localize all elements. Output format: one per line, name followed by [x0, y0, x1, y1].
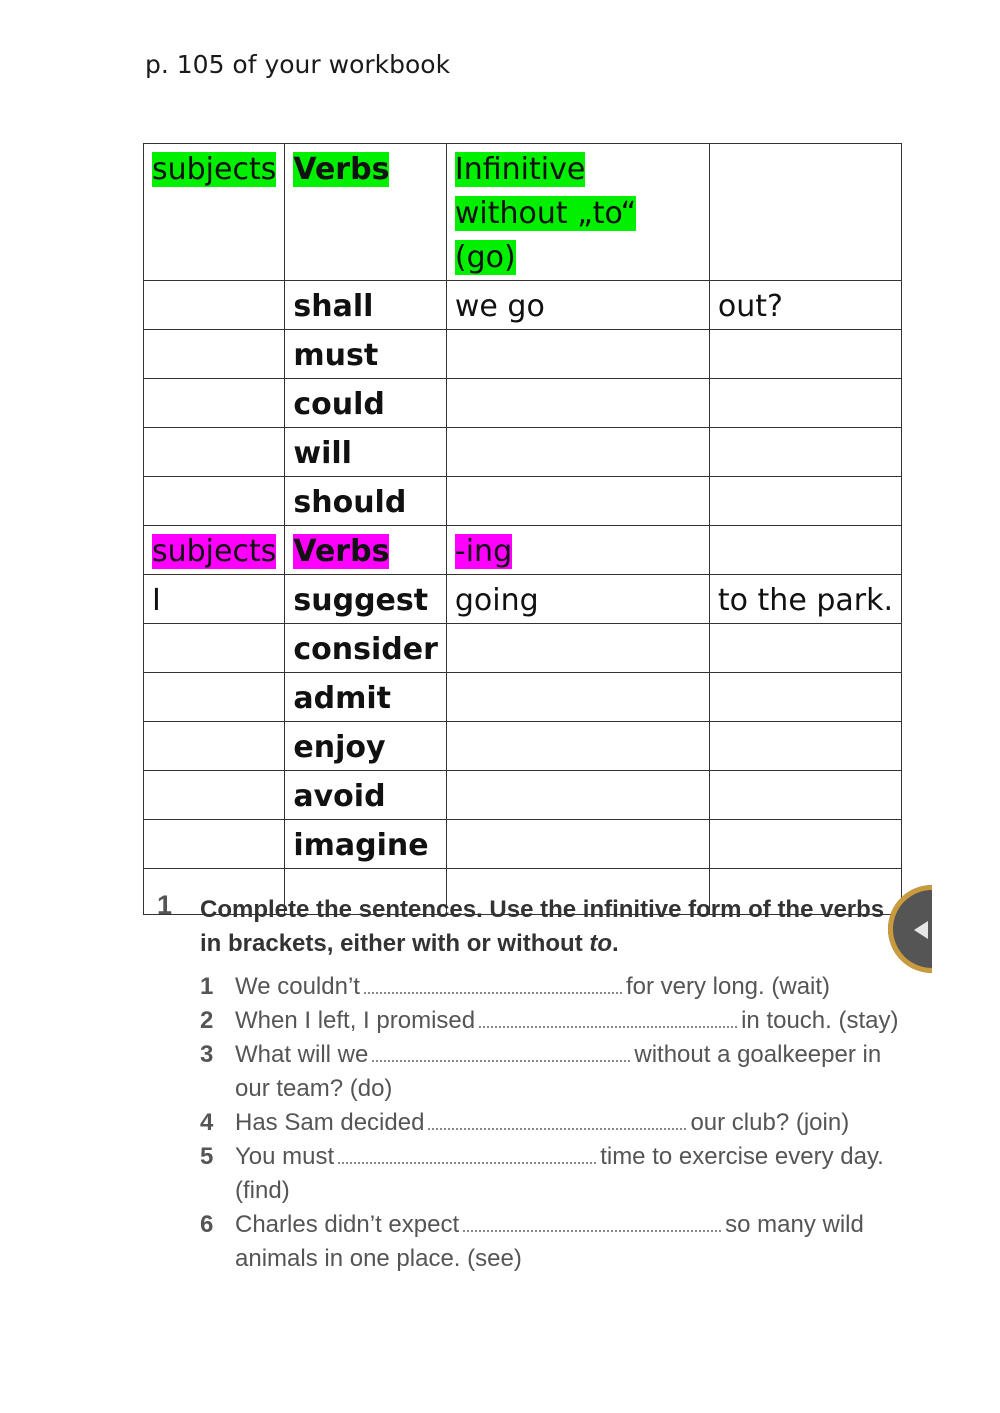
item-text-before: We couldn’t [235, 973, 360, 1000]
verb-cell: avoid [285, 771, 447, 820]
verb-cell: must [285, 330, 447, 379]
subject-cell [144, 379, 285, 428]
item-text-after: our club? (join) [690, 1109, 850, 1136]
subject-cell: I [144, 575, 285, 624]
table-row [144, 673, 902, 722]
item-text-before: You must [235, 1143, 335, 1170]
form-cell [446, 428, 709, 477]
rest-cell [709, 428, 901, 477]
table-row [144, 722, 902, 771]
form-cell: we go [446, 281, 709, 330]
verb-cell: enjoy [285, 722, 447, 771]
item-text-after: so many wild animals in one place. (see) [235, 1211, 864, 1272]
item-text-before: Has Sam decided [235, 1109, 425, 1136]
answer-blank[interactable] [463, 1230, 721, 1232]
form-cell [446, 771, 709, 820]
item-text-before: Charles didn’t expect [235, 1211, 460, 1238]
rest-cell [709, 673, 901, 722]
answer-blank[interactable] [364, 992, 622, 994]
form-cell [446, 624, 709, 673]
form-cell [446, 477, 709, 526]
verb-cell: could [285, 379, 447, 428]
subjects-header: subjects [152, 152, 277, 187]
subject-cell [144, 477, 285, 526]
subject-cell [144, 624, 285, 673]
verb-cell: will [285, 428, 447, 477]
answer-blank[interactable] [338, 1162, 596, 1164]
subjects-header: subjects [152, 534, 277, 569]
table-header-ing [144, 526, 902, 575]
item-text-before: When I left, I promised [235, 1007, 476, 1034]
exercise-items [200, 970, 900, 1276]
exercise-item [200, 970, 900, 1004]
exercise-instruction: Complete the sentences. Use the infinitive form of the verbs in brackets, either with or without to. [200, 896, 885, 957]
item-number: 3 [200, 1041, 214, 1068]
rest-cell [709, 624, 901, 673]
table-row [144, 820, 902, 869]
header-cell [709, 526, 901, 575]
subject-cell [144, 820, 285, 869]
verb-cell: consider [285, 624, 447, 673]
item-text-after: time to exercise every day. (find) [235, 1143, 884, 1204]
item-number: 1 [200, 973, 214, 1000]
play-arrow-icon [914, 921, 928, 939]
verb-cell: shall [285, 281, 447, 330]
table-row [144, 624, 902, 673]
subject-cell [144, 330, 285, 379]
header-cell [285, 144, 447, 281]
form-cell [446, 330, 709, 379]
exercise-item [200, 1038, 900, 1106]
infinitive-header: Infinitive without „to“ (go) [454, 152, 637, 275]
item-text-before: What will we [235, 1041, 369, 1068]
item-text-after: for very long. (wait) [625, 973, 831, 1000]
form-cell: going [446, 575, 709, 624]
answer-blank[interactable] [428, 1128, 686, 1130]
verb-cell: imagine [285, 820, 447, 869]
verb-pattern-table [143, 143, 902, 915]
header-cell [144, 526, 285, 575]
header-cell [285, 526, 447, 575]
form-cell [446, 722, 709, 771]
item-text-after: without a goalkeeper in our team? (do) [235, 1041, 882, 1102]
header-cell [709, 144, 901, 281]
rest-cell [709, 379, 901, 428]
item-number: 2 [200, 1007, 214, 1034]
rest-cell: to the park. [709, 575, 901, 624]
rest-cell [709, 771, 901, 820]
subject-cell [144, 771, 285, 820]
verbs-header: Verbs [293, 152, 390, 187]
rest-cell [709, 477, 901, 526]
subject-cell [144, 428, 285, 477]
rest-cell [709, 722, 901, 771]
form-cell [446, 673, 709, 722]
rest-cell [709, 820, 901, 869]
ing-header: -ing [454, 534, 513, 569]
table-row [144, 379, 902, 428]
audio-play-badge[interactable] [888, 885, 932, 973]
exercise-number: 1 [157, 890, 173, 920]
instruction-italic-to: to [589, 930, 613, 957]
answer-blank[interactable] [372, 1060, 630, 1062]
table-row [144, 477, 902, 526]
rest-cell [709, 330, 901, 379]
table-row [144, 428, 902, 477]
verb-cell: admit [285, 673, 447, 722]
item-text-after: in touch. (stay) [741, 1007, 899, 1034]
item-number: 4 [200, 1109, 214, 1136]
exercise-item [200, 1140, 900, 1208]
answer-blank[interactable] [479, 1026, 737, 1028]
header-cell [446, 526, 709, 575]
verb-cell: suggest [285, 575, 447, 624]
header-cell [144, 144, 285, 281]
workbook-page-note: p. 105 of your workbook [145, 50, 451, 79]
table-header-infinitive [144, 144, 902, 281]
table-row [144, 575, 902, 624]
exercise-item [200, 1004, 900, 1038]
table-row [144, 281, 902, 330]
subject-cell [144, 281, 285, 330]
table-row [144, 330, 902, 379]
verb-cell: should [285, 477, 447, 526]
table-row [144, 771, 902, 820]
item-number: 6 [200, 1211, 214, 1238]
subject-cell [144, 673, 285, 722]
subject-cell [144, 722, 285, 771]
exercise-item [200, 1106, 900, 1140]
exercise-item [200, 1208, 900, 1276]
item-number: 5 [200, 1143, 214, 1170]
form-cell [446, 820, 709, 869]
verbs-header: Verbs [293, 534, 390, 569]
rest-cell: out? [709, 281, 901, 330]
form-cell [446, 379, 709, 428]
header-cell [446, 144, 709, 281]
